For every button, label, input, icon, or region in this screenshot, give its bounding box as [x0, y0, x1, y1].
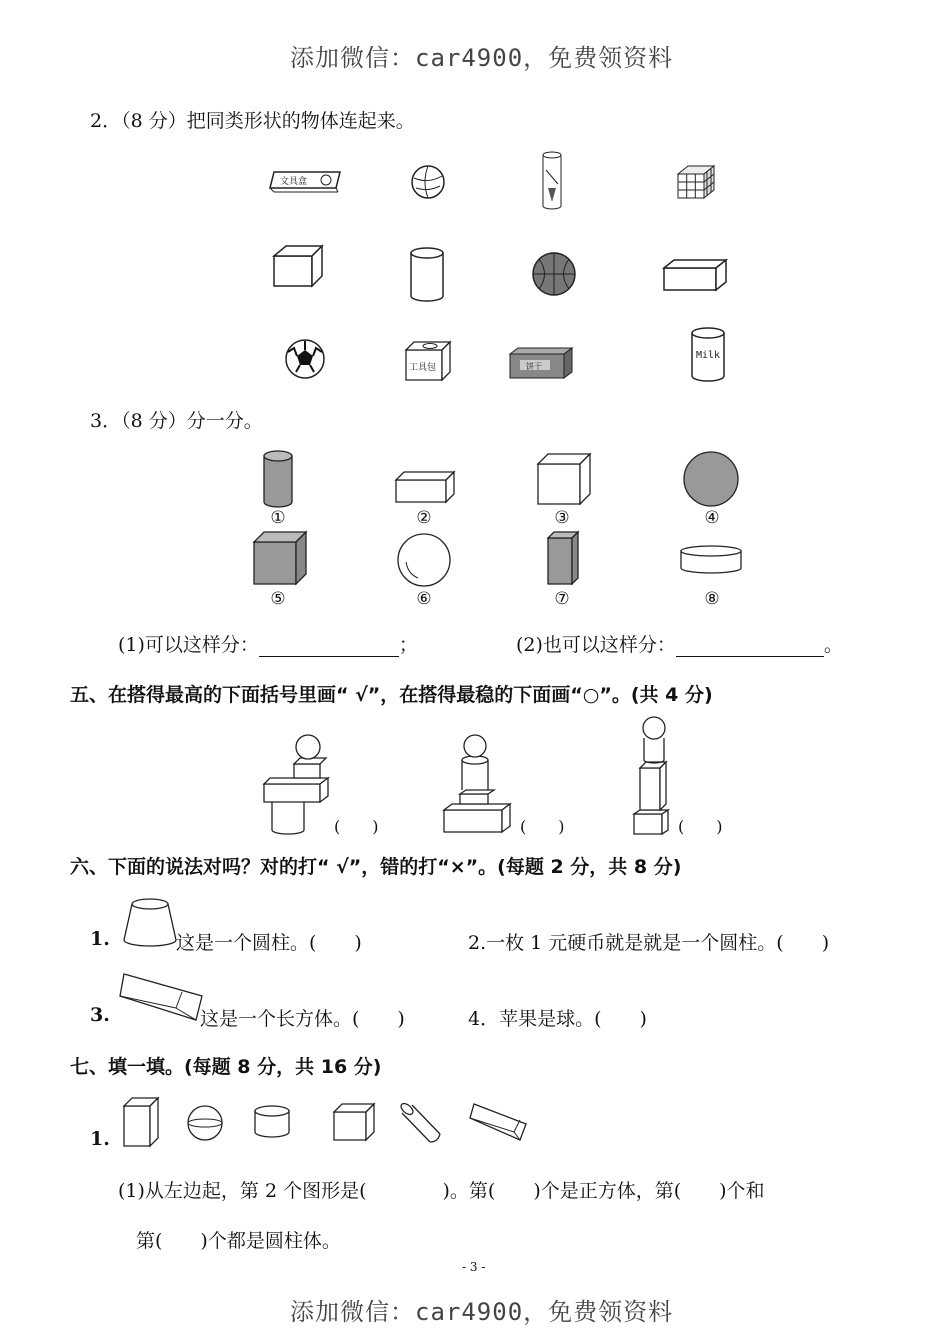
s6-item2: 2.一枚 1 元硬币就是就是一个圆柱。( )	[468, 932, 830, 954]
q3-prompt-1: (1)可以这样分：	[118, 634, 259, 656]
volleyball-icon	[410, 164, 446, 200]
q3-prompt-2: (2)也可以这样分：	[516, 634, 676, 656]
cylinder-icon	[408, 246, 446, 304]
s7-tall-cuboid-icon	[122, 1096, 160, 1148]
stack-3-icon	[632, 716, 676, 836]
white-sphere-icon	[396, 532, 452, 588]
biscuit-box-icon	[508, 346, 574, 380]
gray-sphere-icon	[682, 450, 740, 508]
s7-tilted-cylinder-icon	[398, 1100, 442, 1144]
stack-3-answer[interactable]: ( )	[678, 817, 723, 836]
badminton-tube-icon	[540, 150, 564, 212]
q3-answer-line	[118, 630, 418, 657]
tall-cuboid-icon	[546, 530, 580, 586]
pencil-box-label: 文具盒	[280, 177, 308, 187]
basketball-icon	[530, 250, 578, 298]
pencil-box-icon	[268, 166, 344, 194]
frustum-icon	[122, 896, 178, 948]
shape-label-4: ④	[704, 508, 720, 528]
s6-item1: 这是一个圆柱。( )	[176, 932, 362, 954]
s6-item4: 4．苹果是球。( )	[468, 1008, 647, 1030]
biscuit-label: 饼干	[526, 362, 542, 371]
flat-cuboid-icon	[394, 470, 456, 504]
toolbox-icon	[404, 340, 452, 382]
q3-end: 。	[823, 634, 843, 656]
cube-icon	[272, 244, 324, 288]
footer-watermark: 添加微信：car4900，免费领资料	[290, 1298, 674, 1326]
s7-sphere-icon	[186, 1104, 224, 1142]
q3-separator: ；	[398, 634, 418, 656]
s7-cylinder-icon	[252, 1104, 292, 1140]
q2-title: 2．（8 分）把同类形状的物体连起来。	[90, 110, 415, 132]
stack-1-icon	[262, 734, 336, 836]
toolbox-label: 工具包	[409, 363, 437, 373]
s7-tilted-cuboid-icon	[468, 1102, 528, 1142]
q3-title: 3．（8 分）分一分。	[90, 410, 263, 432]
answer-blank-1[interactable]	[259, 638, 399, 657]
white-cube-icon	[536, 452, 592, 506]
stack-2-answer[interactable]: ( )	[520, 817, 565, 836]
gray-cube-icon	[252, 530, 308, 586]
gray-cylinder-icon	[260, 448, 296, 510]
section6-title: 六、下面的说法对吗？对的打“ √”，错的打“×”。(每题 2 分，共 8 分)	[70, 856, 682, 878]
stack-1-answer[interactable]: ( )	[334, 817, 379, 836]
q3-answer-line-2	[516, 630, 843, 657]
header-watermark: 添加微信：car4900，免费领资料	[290, 44, 674, 72]
section5-title: 五、在搭得最高的下面括号里画“ √”，在搭得最稳的下面画“○”。(共 4 分)	[70, 684, 713, 706]
milk-can-icon	[688, 326, 728, 384]
shape-label-2: ②	[416, 508, 432, 528]
cuboid-icon	[662, 258, 728, 292]
slanted-prism-icon	[118, 972, 202, 1024]
shape-label-7: ⑦	[554, 589, 570, 609]
s6-item3: 这是一个长方体。( )	[200, 1008, 405, 1030]
shape-label-5: ⑤	[270, 589, 286, 609]
s7-line-2: 第( )个都是圆柱体。	[136, 1230, 341, 1252]
shape-label-3: ③	[554, 508, 570, 528]
s7-item1-number: 1.	[90, 1128, 110, 1150]
rubiks-cube-icon	[676, 164, 716, 200]
shape-label-1: ①	[270, 508, 286, 528]
s7-cube-icon	[332, 1102, 376, 1142]
answer-blank-2[interactable]	[676, 638, 824, 657]
shape-label-8: ⑧	[704, 589, 720, 609]
s7-line-1: (1)从左边起，第 2 个图形是( )。第( )个是正方体，第( )个和	[118, 1180, 765, 1202]
milk-label: Milk	[696, 350, 721, 361]
shape-label-6: ⑥	[416, 589, 432, 609]
flat-cylinder-icon	[678, 544, 744, 576]
page-number: - 3 -	[462, 1260, 486, 1274]
stack-2-icon	[442, 734, 516, 836]
soccer-ball-icon	[284, 338, 326, 380]
section7-title: 七、填一填。(每题 8 分，共 16 分)	[70, 1056, 382, 1078]
s6-item3-number: 3.	[90, 1004, 110, 1026]
s6-item1-number: 1.	[90, 928, 110, 950]
